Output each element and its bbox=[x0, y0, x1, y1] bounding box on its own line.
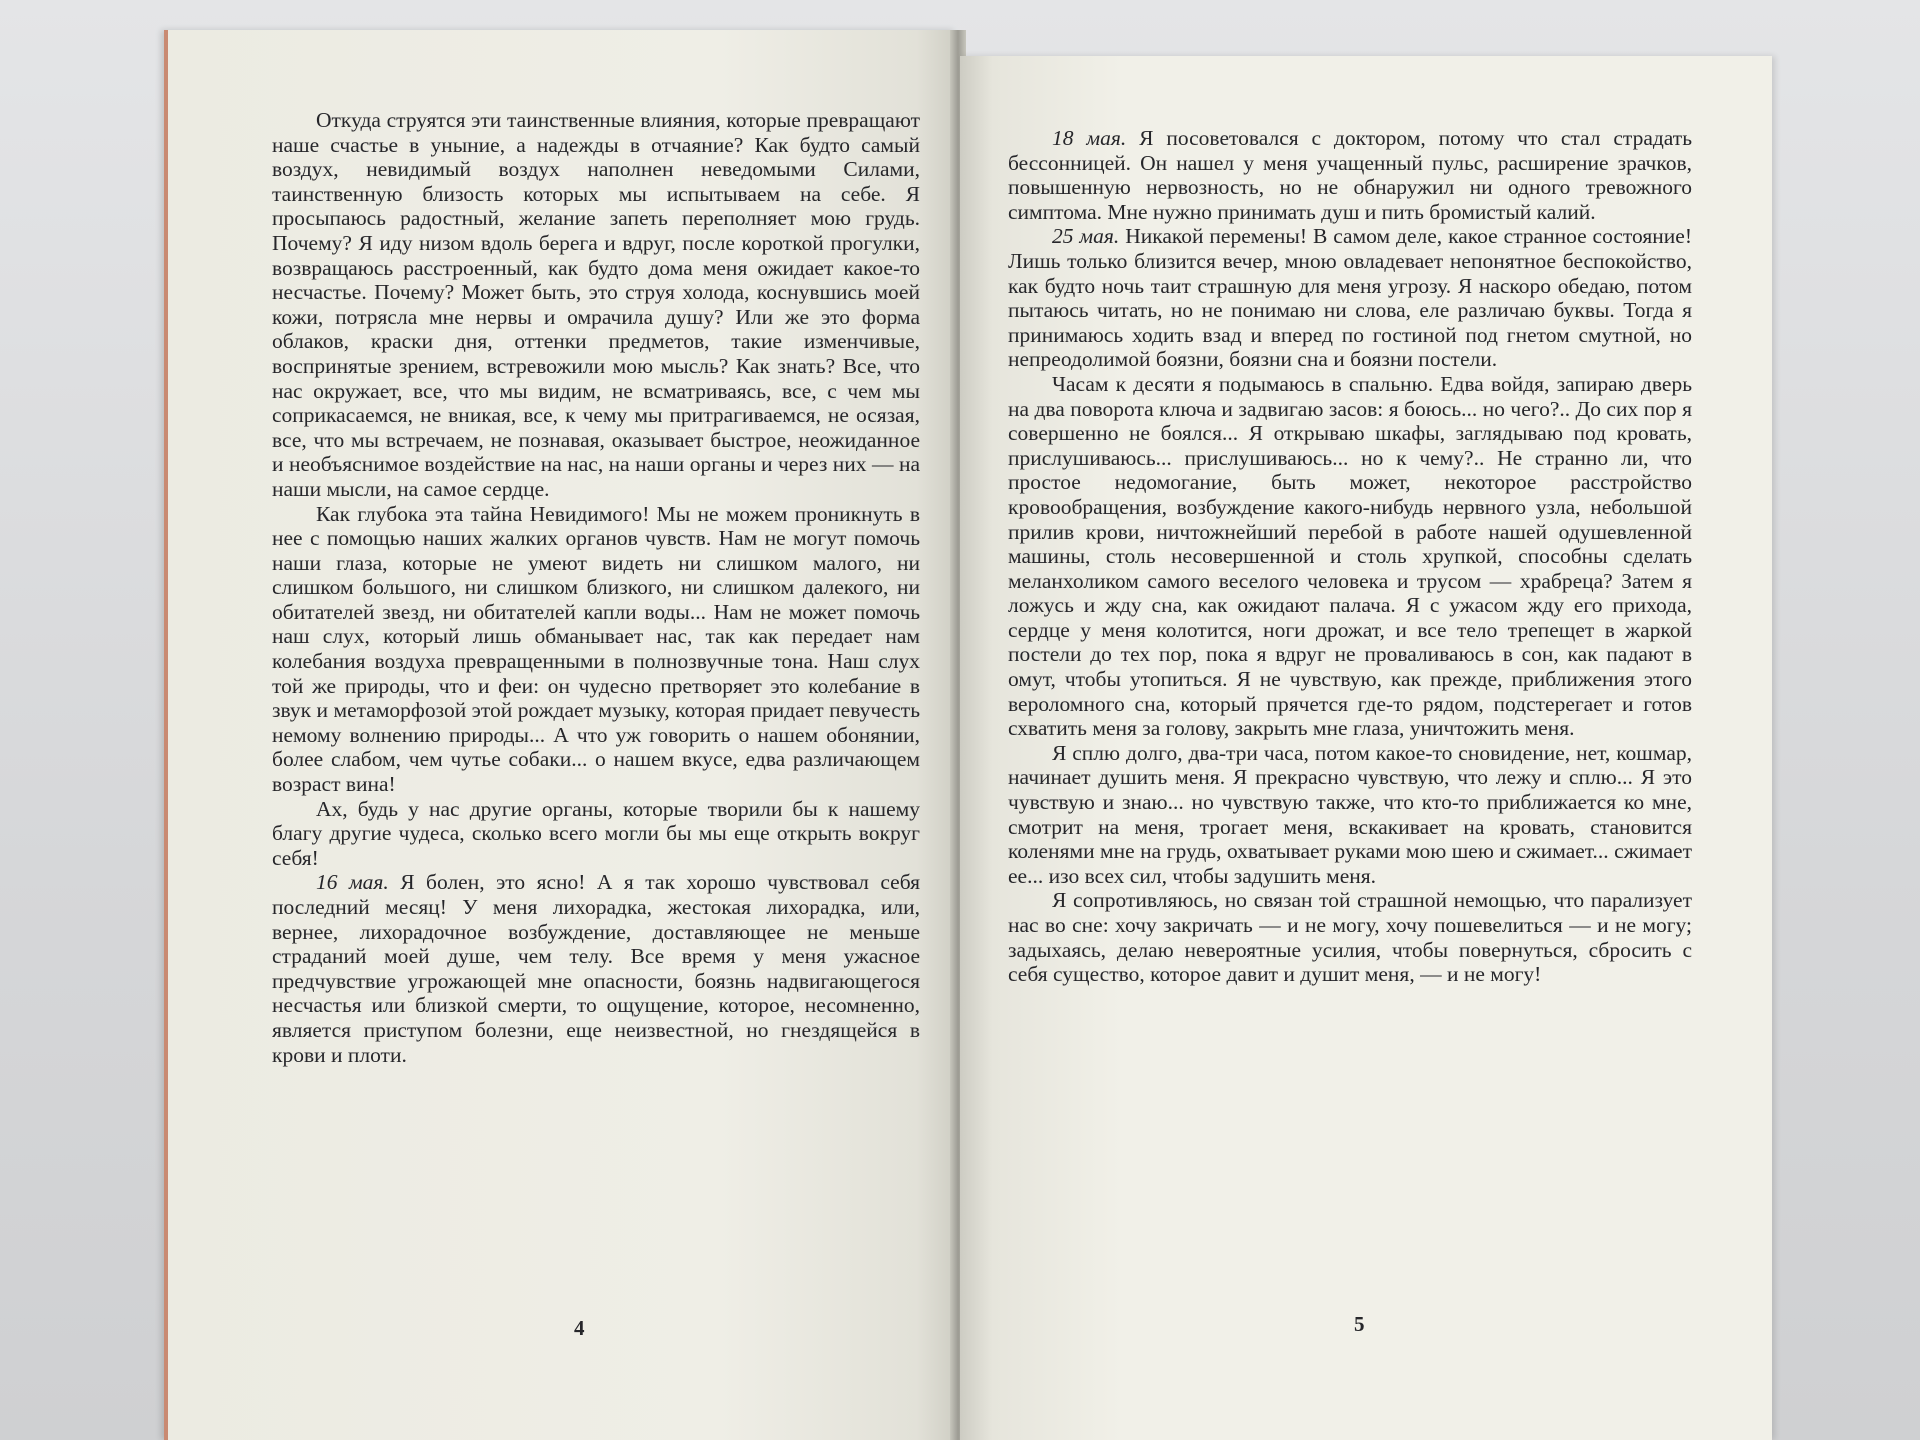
diary-entry bbox=[272, 870, 920, 1067]
entry-date: 25 мая. bbox=[1052, 224, 1120, 249]
paragraph: Я сплю долго, два-три часа, потом какое-то сновидение, нет, кошмар, начинает душить меня. Я прекрасно чувствую, что лежу и сплю... Я это чувствую и знаю... но чувствую также, что кто-то приближается ко мне, смотрит на меня, трогает меня, вскакивает на кровать, становится коленями мне на грудь, охватывает руками мою шею и сжимает... сжимает ее... изо всех сил, чтобы задушить меня. bbox=[1008, 740, 1692, 888]
entry-text: Никакой перемены! В самом деле, какое странное состояние! Лишь только близится вечер, мною овладевает непонятное беспокойство, как будто ночь таит страшную для меня угрозу. Я наскоро обедаю, потом пытаюсь читать, но не понимаю ни слова, еле различаю буквы. Тогда я принимаюсь ходить взад и вперед по гостиной под гнетом смутной, но непреодолимой боязни, боязни сна и боязни постели. bbox=[1008, 224, 1692, 372]
right-page-text bbox=[1008, 126, 1692, 987]
paragraph: Часам к десяти я подымаюсь в спальню. Едва войдя, запираю дверь на два поворота ключа и задвигаю засов: я боюсь... но чего?.. До сих пор я совершенно не боялся... Я открываю шкафы, заглядываю под кровать, прислушиваюсь... прислушиваюсь... но к чему?.. Не странно ли, что простое недомогание, быть может, некоторое расстройство кровообращения, возбуждение какого-нибудь нервного узла, небольшой прилив крови, ничтожнейший перебой в работе нашей одушевленной машины, столь несовершенной и столь хрупкой, способны сделать меланхоликом самого веселого человека и трусом — храбреца? Затем я ложусь и жду сна, как ожидают палача. Я с ужасом жду его прихода, сердце у меня колотится, ноги дрожат, и все тело трепещет в жаркой постели до тех пор, пока я вдруг не проваливаюсь в сон, как падают в омут, чтобы утопиться. Я не чувствую, как прежде, приближения этого вероломного сна, который прячется где-то рядом, подстерегает и готов схватить меня за голову, закрыть мне глаза, уничтожить меня. bbox=[1008, 371, 1692, 741]
entry-date: 16 мая. bbox=[316, 870, 389, 895]
paragraph: Как глубока эта тайна Невидимого! Мы не можем проникнуть в нее с помощью наших жалких органов чувств. Нам не могут помочь наши глаза, которые не умеют видеть ни слишком малого, ни слишком большого, ни слишком близкого, ни слишком далекого, ни обитателей звезд, ни обитателей капли воды... Нам не может помочь наш слух, который лишь обманывает нас, так как передает нам колебания воздуха превращенными в полнозвучные тона. Наш слух той же природы, что и феи: он чудесно претворяет это колебание в звук и метаморфозой этой рождает музыку, которая придает певучесть немому волнению природы... А что уж говорить о нашем обонянии, более слабом, чем чутье собаки... о нашем вкусе, едва различающем возраст вина! bbox=[272, 501, 920, 797]
page-number: 5 bbox=[1354, 1312, 1365, 1336]
paragraph: Ах, будь у нас другие органы, которые творили бы к нашему благу другие чудеса, сколько всего могли бы мы еще открыть вокруг себя! bbox=[272, 796, 920, 870]
diary-entry bbox=[1008, 126, 1692, 224]
right-page bbox=[960, 56, 1772, 1440]
entry-text: Я посоветовался с доктором, потому что стал страдать бессонницей. Он нашел у меня учащенный пульс, расширение зрачков, повышенную нервозность, но не обнаружил ни одного тревожного симптома. Мне нужно принимать душ и пить бромистый калий. bbox=[1008, 126, 1692, 224]
left-page-text bbox=[272, 108, 920, 1067]
page-number: 4 bbox=[574, 1316, 585, 1340]
left-page bbox=[164, 30, 956, 1440]
entry-date: 18 мая. bbox=[1052, 126, 1127, 150]
open-book bbox=[160, 30, 1800, 1440]
paragraph: Я сопротивляюсь, но связан той страшной немощью, что парализует нас во сне: хочу закричать — и не могу, хочу пошевелиться — и не могу; задыхаясь, делаю невероятные усилия, чтобы повернуться, сбросить с себя существо, которое давит и душит меня, — и не могу! bbox=[1008, 888, 1692, 987]
entry-text: Я болен, это ясно! А я так хорошо чувствовал себя последний месяц! У меня лихорадка, жестокая лихорадка, или, вернее, лихорадочное возбуждение, доставляющее не меньше страданий моей душе, чем телу. Все время у меня ужасное предчувствие угрожающей мне опасности, боязнь надвигающегося несчастья или близкой смерти, то ощущение, которое, несомненно, является приступом болезни, еще неизвестной, но гнездящейся в крови и плоти. bbox=[272, 870, 920, 1067]
paragraph: Откуда струятся эти таинственные влияния, которые превращают наше счастье в уныние, а надежды в отчаяние? Как будто самый воздух, невидимый воздух наполнен неведомыми Силами, таинственную близость которых мы испытываем на себе. Я просыпаюсь радостный, желание запеть переполняет мою грудь. Почему? Я иду низом вдоль берега и вдруг, после короткой прогулки, возвращаюсь расстроенный, как будто дома меня ожидает какое-то несчастье. Почему? Может быть, это струя холода, коснувшись моей кожи, потрясла мне нервы и омрачила душу? Или же это форма облаков, краски дня, оттенки предметов, такие изменчивые, воспринятые зрением, встревожили мою мысль? Как знать? Все, что нас окружает, все, что мы видим, не всматриваясь, все, с чем мы соприкасаемся, не вникая, все, к чему мы притрагиваемся, не осязая, все, что мы встречаем, не познавая, оказывает быстрое, неожиданное и необъяснимое воздействие на нас, на наши органы и через них — на наши мысли, на самое сердце. bbox=[272, 108, 920, 501]
diary-entry bbox=[1008, 224, 1692, 372]
